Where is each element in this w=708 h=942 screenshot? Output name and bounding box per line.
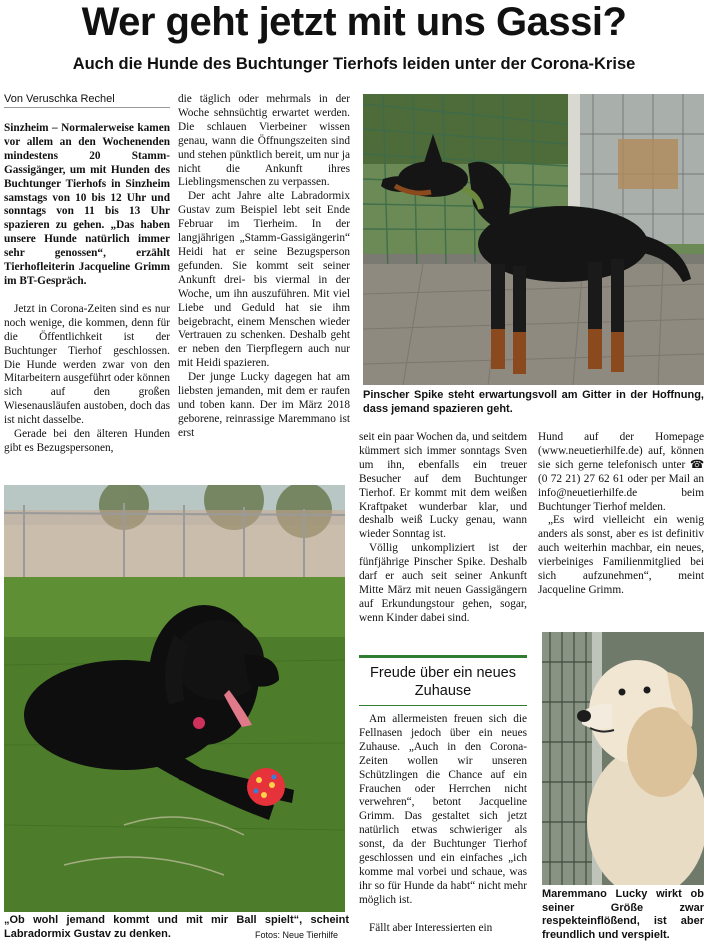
article-column-3b <box>359 713 527 936</box>
photo-caption-gustav: „Ob wohl jemand kommt und mit mir Ball spielt“, scheint Labradormix Gustav zu denken. <box>4 914 349 940</box>
dog-photo-icon <box>363 94 704 385</box>
paragraph: Völlig unkompliziert ist der fünfjährige Pinscher Spike. Deshalb darf er auch seit seiner Ankunft Mitte März mit neuen Gassigängern auf Erkundungstour gehen, sogar, wenn Kinder dabei sind. <box>359 542 527 624</box>
lead-paragraph: Sinzheim – Normalerweise kamen vor allem an den Wochenenden mindestens 20 Stamm-Gassigänger, um mit Hunden des Buchtunger Tierhofs in Sinzheim samstags von 10 bis 12 Uhr und sonntags von 11 bis 13 Uhr spazieren zu gehen. „Das haben unsere Hunde natürlich immer sehr genossen“, erzählt Tierhofleiterin Jacqueline Grimm im BT-Gespräch. <box>4 122 170 287</box>
subtitle: Auch die Hunde des Buchtunger Tierhofs leiden unter der Corona-Krise <box>72 55 636 73</box>
paragraph: Gerade bei den älteren Hunden gibt es Bezugspersonen, <box>4 428 170 454</box>
photo-gustav <box>4 485 345 912</box>
dog-photo-icon <box>542 632 704 885</box>
article-column-3 <box>359 431 527 626</box>
section-heading: Freude über ein neues Zuhause <box>359 655 527 706</box>
article-column-4 <box>538 431 704 598</box>
paragraph: Der acht Jahre alte Labradormix Gustav zum Beispiel lebt seit Ende Februar im Tierheim. In der langjährigen „Stamm-Gassigängerin“ Heidi hat er seine Bezugsperson gefunden. Sie kommt seit seiner Ankunft drei- bis viermal in der Woche, um ihn auszuführen. Mit viel Liebe und Geduld hat sie ihm beigebracht, einem Menschen wieder Vertrauen zu schenken. Deshalb geht er neben den Tierpflegern auch nur mit Heidi spazieren. <box>178 190 350 370</box>
photo-caption-spike: Pinscher Spike steht erwartungsvoll am Gitter in der Hoffnung, dass jemand spazieren geht. <box>363 389 704 415</box>
article-column-1 <box>4 122 170 456</box>
byline: Von Veruschka Rechel <box>4 93 170 108</box>
paragraph: „Es wird vielleicht ein wenig anders als sonst, aber es ist definitiv auch weiterhin machbar, ein neues, vierbeiniges Familienmitglied bei sich aufzunehmen“, meint Jacqueline Grimm. <box>538 514 704 596</box>
article-column-2 <box>178 93 350 441</box>
photo-credit: Fotos: Neue Tierhilfe <box>255 930 339 940</box>
photo-lucky <box>542 632 704 885</box>
photo-caption-lucky: Maremmano Lucky wirkt ob seiner Größe zwar respekteinflößend, ist aber freundlich und verspielt. <box>542 888 704 941</box>
paragraph: Fällt aber Interessierten ein <box>369 921 493 934</box>
photo-spike <box>363 94 704 385</box>
paragraph: Der junge Lucky dagegen hat am liebsten jemanden, mit dem er raufen und toben kann. Der im März 2018 geborene, reinrassige Maremmano ist erst <box>178 371 350 439</box>
paragraph: Am allermeisten freuen sich die Fellnasen jedoch über ein neues Zuhause. „Auch in den Corona-Zeiten wollen wir unseren Schützlingen die Chance auf ein Frauchen oder Herrchen nicht verwehren“, betont Jacqueline Grimm. Das gestaltet sich jetzt natürlich etwas schwieriger als sonst, da der Buchtunger Tierhof geschlossen und ein einfaches „ich komme mal vorbei und schaue, was ihr so für Hunde da habt“ nicht mehr möglich ist. <box>359 713 527 906</box>
paragraph: Jetzt in Corona-Zeiten sind es nur noch wenige, die kommen, denn für die Öffentlichkeit ist der Buchtunger Tierhof geschlossen. Die Hunde werden zwar von den Mitarbeitern ausgeführt oder können sich auf den großen Wiesenausläufen austoben, doch das ist nicht dasselbe. <box>4 302 170 427</box>
page-title: Wer geht jetzt mit uns Gassi? <box>81 0 627 44</box>
paragraph: seit ein paar Wochen da, und seitdem kümmert sich immer sonntags Sven um ihn, ebenfalls ein treuer Besucher auf dem Buchtunger Tierhof. Er kommt mit dem weißen Kraftpaket wunderbar klar, und deshalb weiß Lucky genau, wann wieder Sonntag ist. <box>359 431 527 541</box>
paragraph: Hund auf der Homepage (www.neuetierhilfe.de) auf, können sie sich gerne telefonisch unter ☎ (0 72 21) 27 62 61 oder per Mail an info@neuetierhilfe.de beim Buchtunger Tierhof melden. <box>538 431 704 513</box>
dog-photo-icon <box>4 485 345 912</box>
paragraph: die täglich oder mehrmals in der Woche sehnsüchtig erwartet werden. Die schlauen Vierbeiner wissen genau, wann die Öffnungszeiten sind und stehen pünktlich bereit, um nur ja nicht die Ankunft ihres Lieblingsmenschen zu verpassen. <box>178 93 350 189</box>
